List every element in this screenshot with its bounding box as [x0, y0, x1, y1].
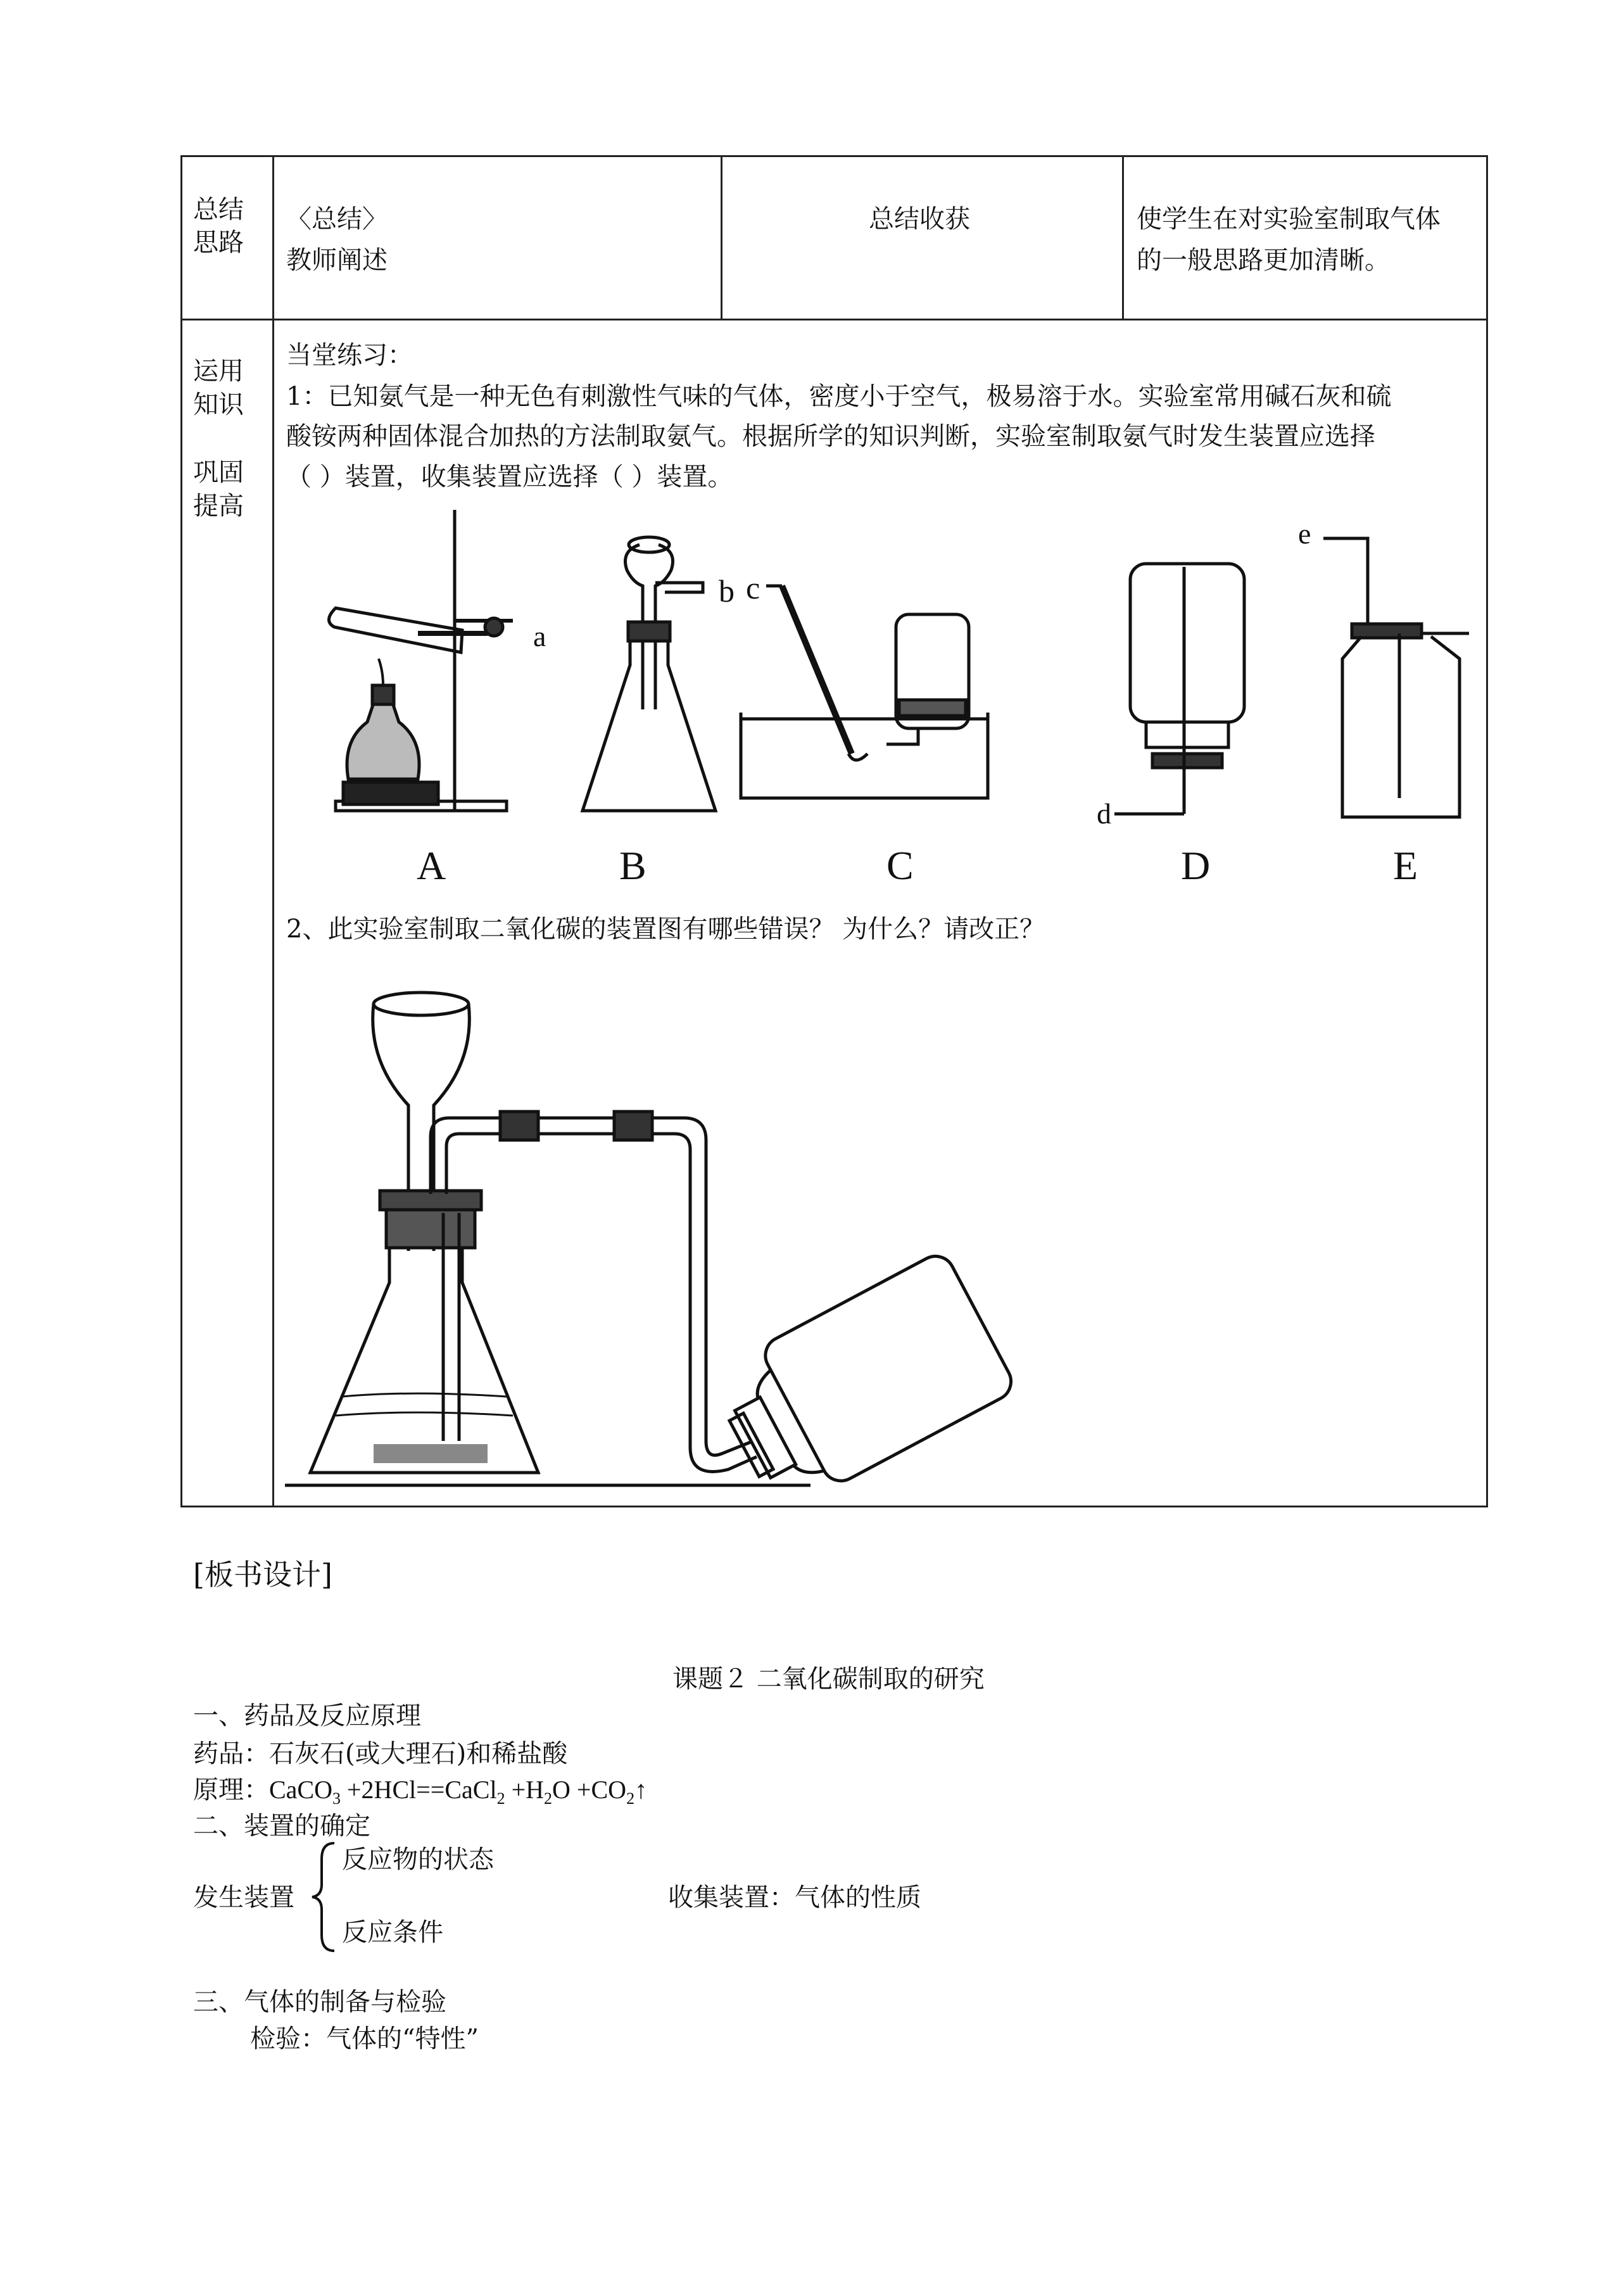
gas-apparatus-figure [298, 500, 1475, 899]
port-label-c: c [746, 570, 760, 606]
port-label-e: e [1298, 517, 1311, 550]
section-label: 提高 [193, 492, 244, 521]
section-heading: 一、药品及反应原理 [193, 1701, 421, 1730]
design-intent: 使学生在对实验室制取气体 [1137, 205, 1441, 234]
question-1-line: （ ）装置，收集装置应选择（ ）装置。 [286, 462, 733, 492]
generator-item: 反应条件 [342, 1918, 443, 1947]
table-col-divider [1122, 155, 1124, 320]
drugs-line: 药品：石灰石(或大理石)和稀盐酸 [193, 1739, 568, 1768]
apparatus-label-a: A [417, 843, 446, 888]
brace-icon [309, 1840, 341, 1954]
table-border-left [180, 155, 182, 1507]
section-label: 总结 [193, 195, 244, 224]
teacher-activity: 〈总结〉 [286, 205, 388, 234]
table-border-right [1486, 155, 1488, 1507]
section-label: 思路 [193, 228, 244, 257]
design-intent: 的一般思路更加清晰。 [1137, 246, 1390, 275]
port-label-b: b [719, 573, 735, 609]
port-label-d: d [1097, 797, 1111, 830]
section-heading: 二、装置的确定 [193, 1811, 370, 1841]
question-2: 2、此实验室制取二氧化碳的装置图有哪些错误？ 为什么？请改正？ [286, 915, 1045, 944]
table-col-divider [272, 155, 274, 1507]
table-border-bottom [180, 1506, 1488, 1507]
collector-line: 收集装置：气体的性质 [668, 1883, 921, 1912]
question-1-line: 1：已知氨气是一种无色有刺激性气味的气体，密度小于空气，极易溶于水。实验室常用碱石灰和硫 [286, 382, 1392, 411]
apparatus-b-drawing [583, 537, 716, 811]
apparatus-label-e: E [1393, 843, 1418, 888]
co2-apparatus-figure [285, 985, 1076, 1492]
table-col-divider [721, 155, 722, 320]
generator-label: 发生装置 [193, 1883, 294, 1912]
check-line: 检验：气体的“特性” [250, 2024, 479, 2053]
practice-title: 当堂练习： [286, 341, 413, 370]
student-activity: 总结收获 [869, 205, 970, 234]
apparatus-e-drawing [1323, 538, 1469, 817]
port-label-a: a [533, 620, 546, 652]
table-border-row [180, 319, 1488, 320]
section-heading: 三、气体的制备与检验 [193, 1988, 446, 2017]
apparatus-d-drawing [1114, 564, 1244, 814]
apparatus-a-drawing [329, 510, 513, 811]
equation-text: CaCO$_3$ +2HCl==CaCl$_2$ $+H_2O$ $+CO_2↑$ [269, 1775, 648, 1808]
table-border-top [180, 155, 1488, 157]
section-label: 知识 [193, 390, 244, 419]
apparatus-label-d: D [1181, 843, 1211, 888]
section-label: 运用 [193, 357, 244, 386]
apparatus-label-c: C [886, 843, 914, 888]
teacher-activity: 教师阐述 [286, 246, 388, 275]
board-heading: [板书设计] [193, 1557, 332, 1592]
board-title: 课题２ 二氧化碳制取的研究 [672, 1665, 985, 1694]
principle-equation: 原理：CaCO$_3$ +2HCl==CaCl$_2$ $+H_2O$ $+CO_2↑$ [193, 1775, 648, 1808]
apparatus-c-drawing [741, 586, 988, 798]
section-label: 巩固 [193, 458, 244, 487]
apparatus-label-b: B [619, 843, 647, 888]
question-1-line: 酸铵两种固体混合加热的方法制取氨气。根据所学的知识判断，实验室制取氨气时发生装置应选择 [286, 422, 1375, 451]
generator-item: 反应物的状态 [342, 1845, 494, 1874]
